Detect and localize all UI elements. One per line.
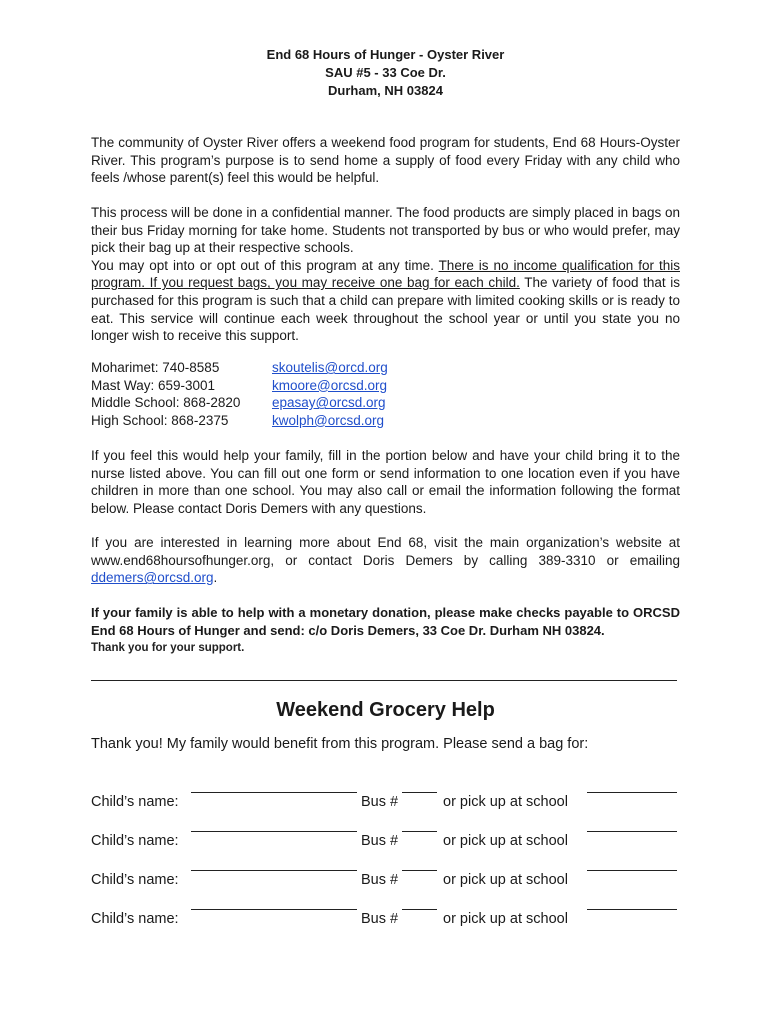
form-intro: Thank you! My family would benefit from this program. Please send a bag for: (91, 736, 589, 752)
child-name-field[interactable] (191, 792, 357, 793)
contact-school: Moharimet: 740-8585 (91, 360, 220, 375)
child-name-field[interactable] (191, 870, 357, 871)
food-variety-text: The variety of food that is purchased for this program is such that a child can prepare with limited cooking skills or is ready to eat. This service will continue each week throughout the school year or until you state you no longer wish to receive this support. (91, 275, 681, 344)
child-request-row (91, 792, 680, 814)
pickup-school-label: or pick up at school (443, 872, 568, 888)
contact-email-link[interactable]: kmoore@orcsd.org (272, 377, 387, 393)
process-paragraph (91, 204, 680, 345)
child-request-row (91, 909, 680, 931)
child-name-label: Child’s name: (91, 911, 179, 927)
bus-number-field[interactable] (402, 909, 437, 910)
header-org-name: End 68 Hours of Hunger - Oyster River (266, 47, 505, 62)
bus-number-label: Bus # (361, 911, 399, 927)
bus-number-label: Bus # (361, 872, 399, 888)
header-sau: SAU #5 - 33 Coe Dr. (325, 65, 446, 80)
pickup-school-label: or pick up at school (443, 833, 568, 849)
pickup-school-label: or pick up at school (443, 794, 568, 810)
demers-email-link[interactable]: ddemers@orcsd.org (91, 570, 214, 586)
contact-email-link[interactable]: kwolph@orcsd.org (272, 412, 385, 428)
cut-line-divider (91, 680, 677, 681)
contact-school: High School: 868-2375 (91, 412, 229, 428)
letter-header (91, 46, 680, 100)
pickup-school-field[interactable] (587, 792, 677, 793)
contact-email-link[interactable]: epasay@orcsd.org (272, 395, 386, 411)
contact-school: Middle School: 868-2820 (91, 395, 241, 411)
bus-number-label: Bus # (361, 794, 399, 810)
contact-email-link[interactable]: skoutelis@orcd.org (272, 360, 388, 375)
opt-in-text: You may opt into or opt out of this program at any time. (91, 257, 439, 273)
pickup-school-label: or pick up at school (443, 911, 568, 927)
website-paragraph (91, 534, 680, 587)
child-name-field[interactable] (191, 831, 357, 832)
instructions-paragraph: If you feel this would help your family, fill in the portion below and have your child bring it to the nurse listed above. You can fill out one form or send information to one location even if you have children in more than one school. You may also call or email the information following the format below. Please contact Doris Demers with any questions. (91, 448, 680, 516)
child-name-label: Child’s name: (91, 833, 179, 849)
income-note: There is no income qualification for this program. If you request bags, you may receive one bag for each child. (91, 257, 680, 291)
child-name-label: Child’s name: (91, 872, 179, 888)
website-text: If you are interested in learning more about End 68, visit the main organization’s website at www.end68hoursofhunger.org, or contact Doris Demers by calling 389-3310 or emailing (91, 535, 680, 568)
contact-row (91, 377, 680, 395)
header-city: Durham, NH 03824 (328, 83, 443, 98)
pickup-school-field[interactable] (587, 870, 677, 871)
pickup-school-field[interactable] (587, 831, 677, 832)
child-name-label: Child’s name: (91, 794, 179, 810)
child-request-row (91, 870, 680, 892)
bus-number-field[interactable] (402, 792, 437, 793)
thanks-note: Thank you for your support. (91, 642, 245, 654)
pickup-school-field[interactable] (587, 909, 677, 910)
process-text: This process will be done in a confidential manner. The food products are simply placed in bags on their bus Friday morning for take home. Students not transported by bus or who would prefer, may pick their bag up at their respective schools. (91, 205, 680, 256)
bus-number-label: Bus # (361, 833, 399, 849)
intro-paragraph: The community of Oyster River offers a weekend food program for students, End 68 Hours-Oyster River. This program’s purpose is to send home a supply of food every Friday with any child who feels /whose parent(s) feel this would be helpful. (91, 135, 680, 186)
bus-number-field[interactable] (402, 870, 437, 871)
contact-row (91, 412, 680, 430)
contact-school: Mast Way: 659-3001 (91, 377, 216, 393)
form-title: Weekend Grocery Help (276, 699, 495, 721)
child-name-field[interactable] (191, 909, 357, 910)
contact-list (91, 359, 680, 429)
donation-note: If your family is able to help with a monetary donation, please make checks payable to ORCSD End 68 Hours of Hunger and send: c/o Doris Demers, 33 Coe Dr. Durham NH 03824. (91, 605, 680, 638)
contact-row (91, 394, 680, 412)
website-tail: . (213, 570, 218, 586)
child-request-row (91, 831, 680, 853)
contact-row (91, 359, 680, 377)
bus-number-field[interactable] (402, 831, 437, 832)
